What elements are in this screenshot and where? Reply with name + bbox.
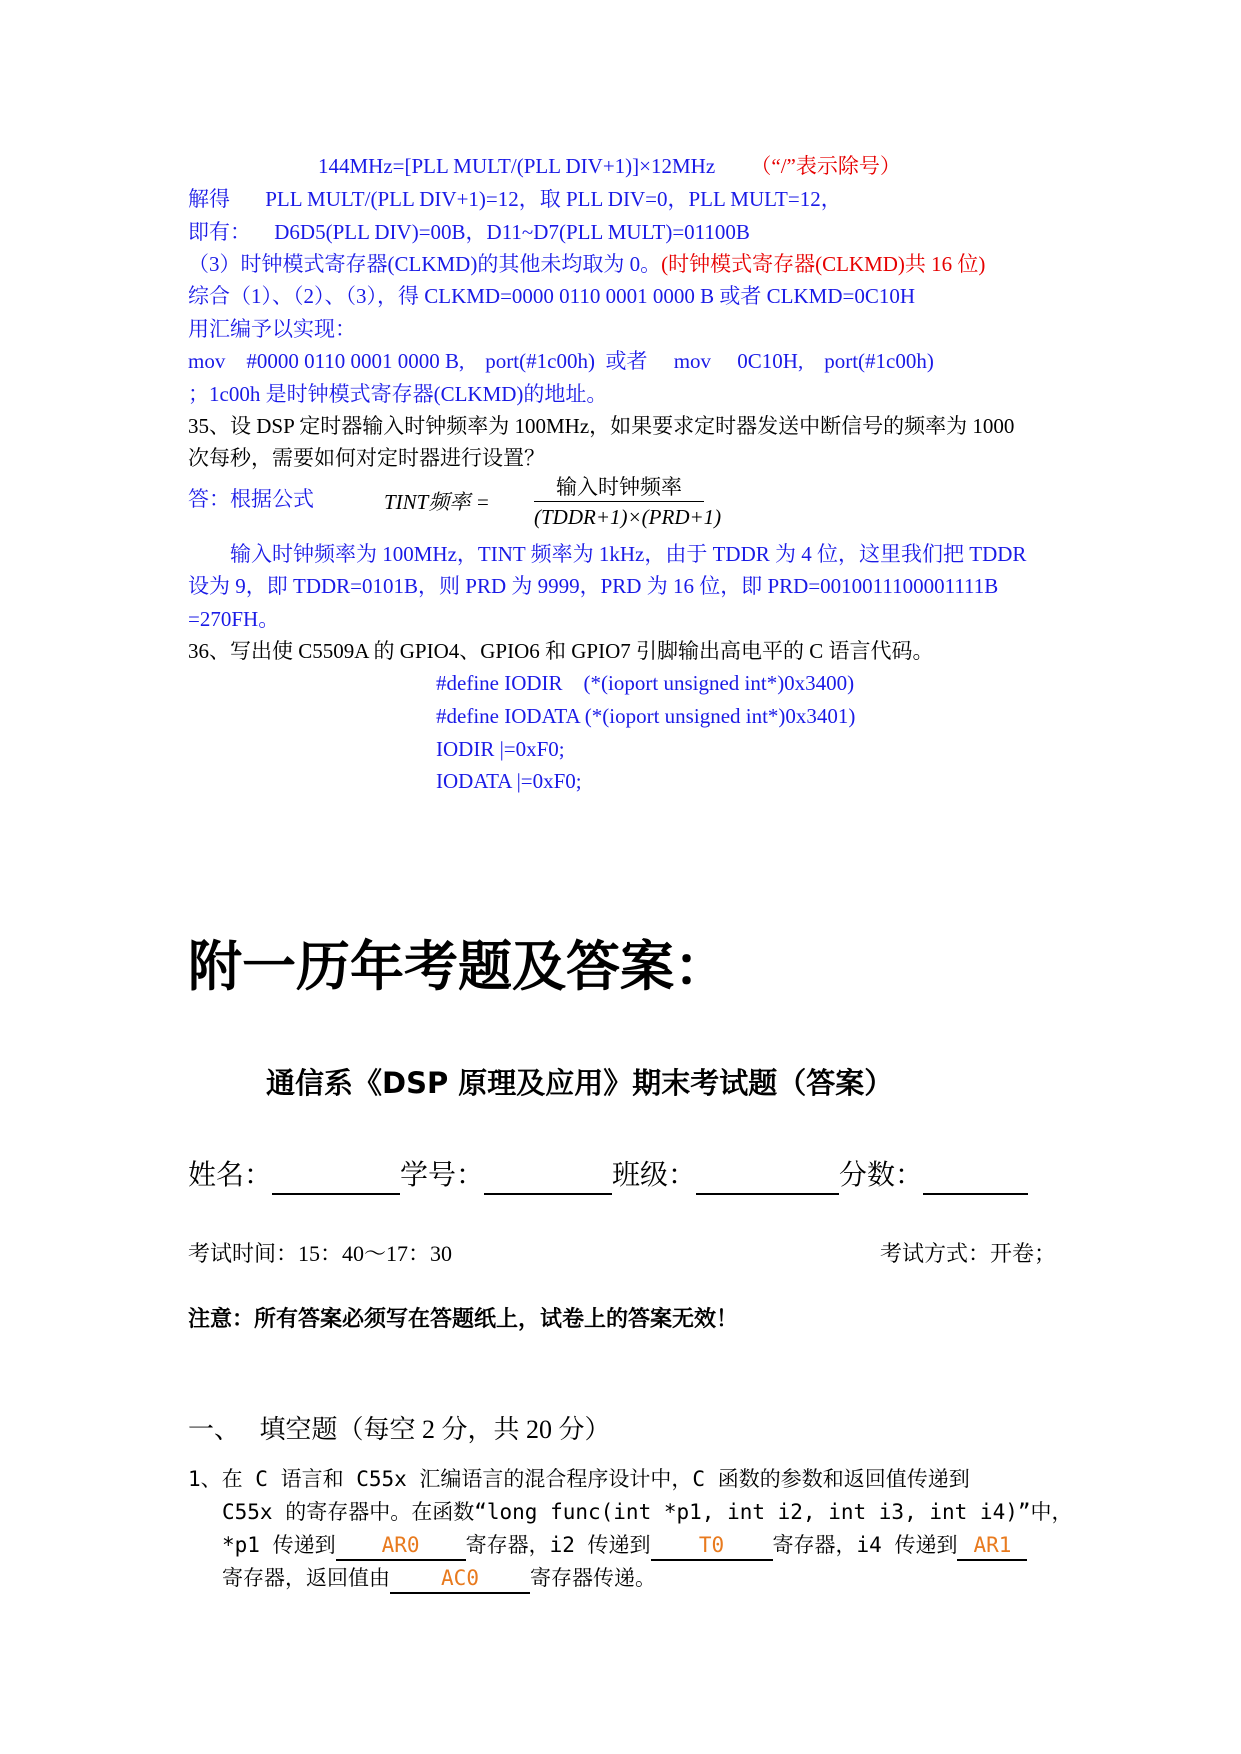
- item3-text: （3）时钟模式寄存器(CLKMD)的其他未均取为 0。: [188, 252, 662, 276]
- answer-ar1: [957, 1531, 1027, 1561]
- summary-line: 综合（1）、（2）、（3），得 CLKMD=0000 0110 0001 0000 B 或者 CLKMD=0C10H: [188, 284, 916, 308]
- class-label: 班级：: [612, 1160, 697, 1191]
- exam-time: 考试时间：15：40～17：30: [188, 1241, 453, 1266]
- answer-t0: [651, 1531, 773, 1561]
- formula-denominator: (TDDR+1)×(PRD+1): [534, 505, 722, 529]
- name-blank[interactable]: [272, 1167, 400, 1195]
- fill-q1-line2: C55x 的寄存器中。在函数“long func(int *p1, int i2, int i3, int i4)”中，: [222, 1500, 1073, 1524]
- code-line-3: IODIR |=0xF0;: [436, 737, 565, 761]
- formula-line: [318, 152, 901, 180]
- q35-answer-label: 答：根据公式: [188, 487, 314, 511]
- q36-question: 36、写出使 C5509A 的 GPIO4、GPIO6 和 GPIO7 引脚输出高电平的 C 语言代码。: [188, 639, 934, 663]
- name-label: 姓名：: [188, 1160, 273, 1191]
- solve-label: 解得: [188, 187, 230, 211]
- id-label: 学号：: [400, 1160, 485, 1191]
- formula-note: （“/”表示除号）: [750, 154, 901, 178]
- item3-note: (时钟模式寄存器(CLKMD)共 16 位): [661, 252, 986, 276]
- q35-answer-line3: =270FH。: [188, 607, 280, 631]
- fill-q1-line3: [222, 1531, 1027, 1561]
- item3-line: [188, 250, 985, 278]
- formula-fraction: [534, 473, 722, 532]
- reg-text-1: 寄存器，i2 传递到: [465, 1533, 651, 1557]
- line4-b: 寄存器传递。: [530, 1566, 656, 1590]
- code-line-2: #define IODATA (*(ioport unsigned int*)0x3401): [436, 704, 856, 728]
- q35-answer-line2: 设为 9，即 TDDR=0101B，则 PRD 为 9999，PRD 为 16 位，即 PRD=0010011100001111B: [188, 574, 999, 598]
- answer-ac0: [390, 1564, 530, 1594]
- id-blank[interactable]: [484, 1167, 612, 1195]
- asm-code: mov #0000 0110 0001 0000 B, port(#1c00h) 或者 mov 0C10H, port(#1c00h): [188, 349, 934, 373]
- fill-q1-line1: 1、在 C 语言和 C55x 汇编语言的混合程序设计中，C 函数的参数和返回值传递到: [188, 1467, 970, 1491]
- asm-comment: ；1c00h 是时钟模式寄存器(CLKMD)的地址。: [188, 382, 608, 406]
- answer-ar0-text: AR0: [381, 1533, 420, 1557]
- formula-numerator: 输入时钟频率: [534, 473, 704, 502]
- student-info-line: [188, 1157, 1028, 1195]
- answer-ar0: [336, 1531, 466, 1561]
- answer-t0-text: T0: [698, 1533, 725, 1557]
- answer-ac0-text: AC0: [441, 1566, 479, 1590]
- q35-line2: 次每秒，需要如何对定时器进行设置？: [188, 446, 545, 470]
- appendix-title: 附一历年考题及答案：: [188, 935, 728, 998]
- q35-answer-line1: 输入时钟频率为 100MHz，TINT 频率为 1kHz，由于 TDDR 为 4 位，这里我们把 TDDR: [230, 542, 1027, 566]
- thus-label: 即有：: [188, 220, 251, 244]
- fill-q1-line4: [222, 1564, 656, 1594]
- asm-intro: 用汇编予以实现：: [188, 317, 356, 341]
- score-label: 分数：: [839, 1160, 924, 1191]
- solve-line: [188, 185, 842, 213]
- code-line-1: #define IODIR (*(ioport unsigned int*)0x3400): [436, 671, 855, 695]
- answer-ar1-text: AR1: [973, 1533, 1012, 1557]
- code-line-4: IODATA |=0xF0;: [436, 769, 582, 793]
- score-blank[interactable]: [923, 1167, 1028, 1195]
- class-blank[interactable]: [696, 1167, 839, 1195]
- solve-text: PLL MULT/(PLL DIV+1)=12，取 PLL DIV=0，PLL MULT=12，: [265, 187, 842, 211]
- q35-line1: 35、设 DSP 定时器输入时钟频率为 100MHz，如果要求定时器发送中断信号的频率为 1000: [188, 414, 1015, 438]
- p1-text: *p1 传递到: [222, 1533, 336, 1557]
- reg-text-2: 寄存器，i4 传递到: [772, 1533, 958, 1557]
- notice: 注意：所有答案必须写在答题纸上，试卷上的答案无效！: [188, 1307, 739, 1332]
- exam-title: 通信系《DSP 原理及应用》期末考试题（答案）: [266, 1066, 894, 1100]
- formula-lhs: [384, 488, 490, 516]
- formula-lhs-text: TINT频率 =: [384, 490, 490, 514]
- pll-formula: 144MHz=[PLL MULT/(PLL DIV+1)]×12MHz: [318, 154, 716, 178]
- thus-line: [188, 218, 750, 246]
- section1-title: 一、 填空题（每空 2 分，共 20 分）: [188, 1415, 611, 1444]
- thus-text: D6D5(PLL DIV)=00B，D11~D7(PLL MULT)=01100B: [274, 220, 750, 244]
- line4-a: 寄存器，返回值由: [222, 1566, 390, 1590]
- exam-mode: 考试方式：开卷；: [880, 1241, 1057, 1266]
